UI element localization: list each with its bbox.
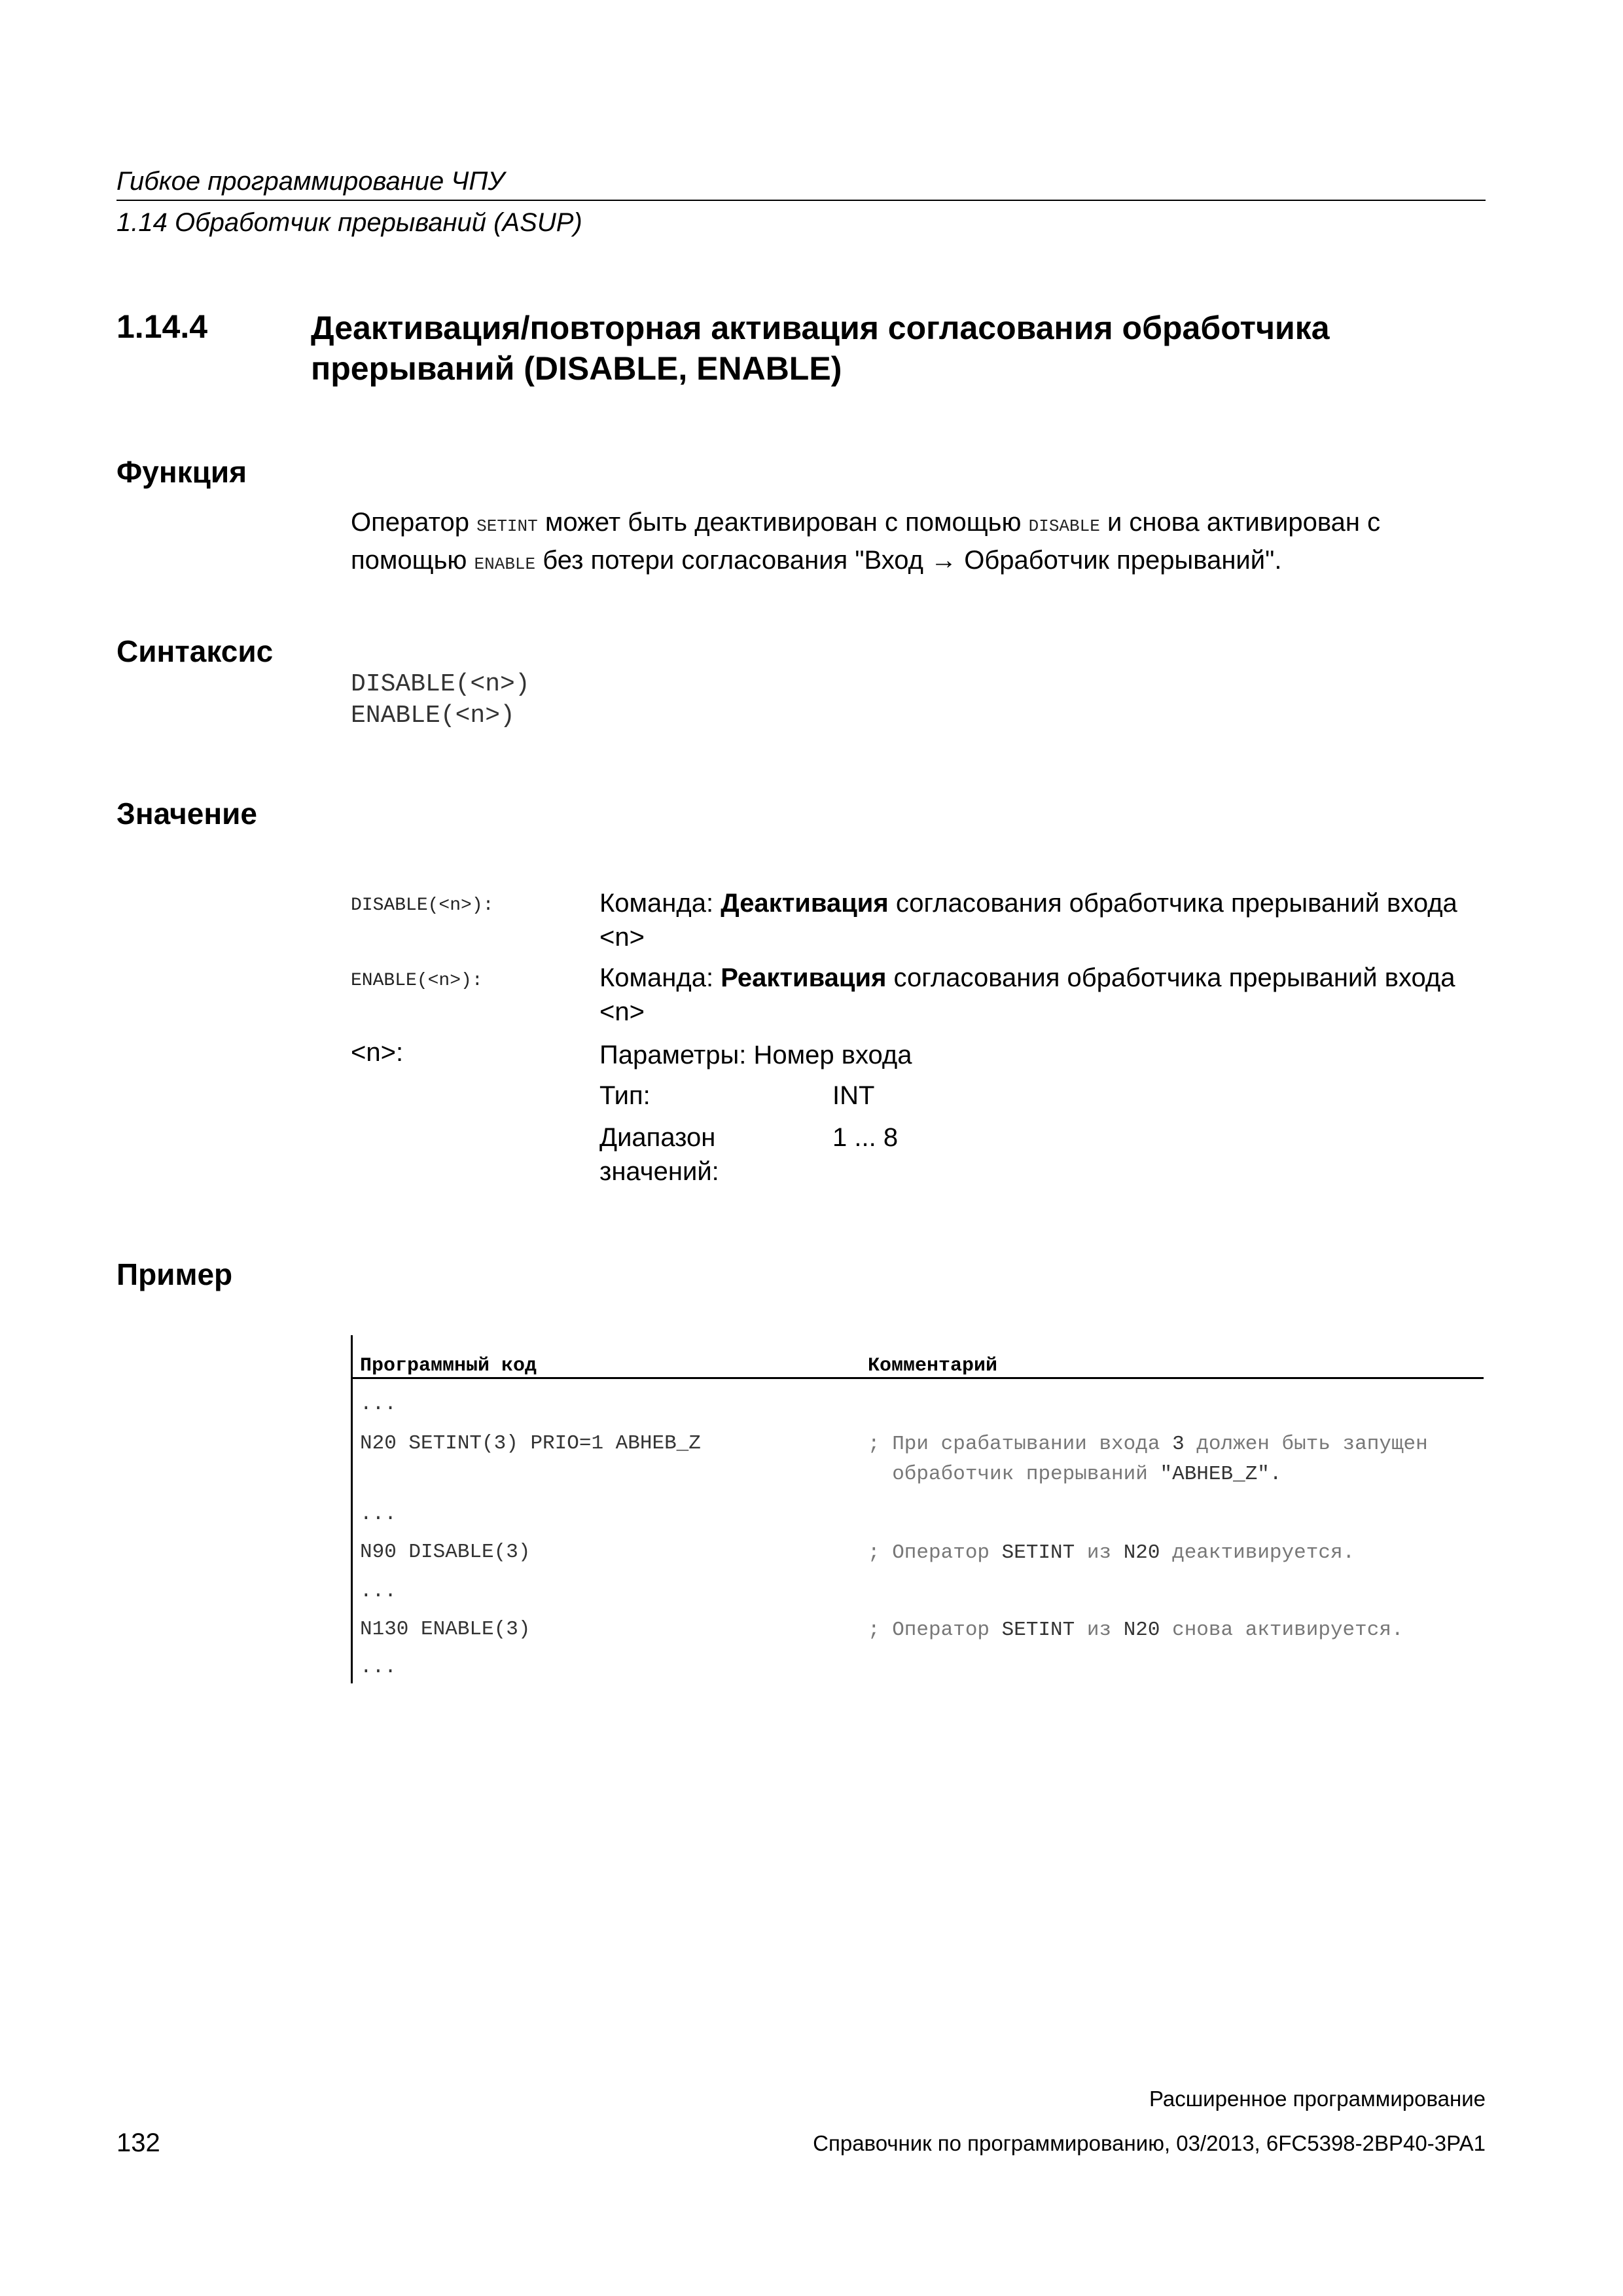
function-text-1: Оператор xyxy=(351,508,477,537)
column-header-code: Программный код xyxy=(360,1355,537,1377)
function-heading: Функция xyxy=(116,455,247,489)
type-value: INT xyxy=(832,1081,875,1110)
comment-row-4 xyxy=(868,1538,1355,1568)
comment-row-4-block: N20 xyxy=(1123,1541,1160,1564)
desc-enable xyxy=(599,961,1489,1029)
code-row-2: N20 SETINT(3) PRIO=1 ABHEB_Z xyxy=(360,1432,701,1455)
column-header-comment: Комментарий xyxy=(868,1355,998,1377)
syntax-heading: Синтаксис xyxy=(116,634,274,668)
desc-enable-prefix: Команда: xyxy=(599,963,721,992)
comment-row-4-part-a: ; Оператор xyxy=(868,1541,1002,1564)
code-disable: DISABLE xyxy=(1028,516,1100,536)
term-disable: DISABLE(<n>): xyxy=(351,895,494,916)
syntax-line-1: DISABLE(<n>) xyxy=(351,670,530,698)
function-text-3: и снова активирован с помощью xyxy=(351,508,1381,575)
code-row-5: ... xyxy=(360,1580,397,1603)
comment-row-2-part-d: обработчик прерываний xyxy=(868,1463,1160,1486)
comment-row-2 xyxy=(868,1429,1428,1490)
table-left-border xyxy=(351,1335,353,1683)
comment-row-6 xyxy=(868,1615,1404,1645)
comment-row-6-part-c: из xyxy=(1075,1619,1124,1641)
page-number: 132 xyxy=(116,2128,160,2157)
running-header-title: Гибкое программирование ЧПУ xyxy=(116,167,505,196)
syntax-line-2: ENABLE(<n>) xyxy=(351,702,515,730)
comment-row-2-part-c: должен быть запущен xyxy=(1184,1433,1428,1456)
term-enable: ENABLE(<n>): xyxy=(351,971,483,991)
code-row-3: ... xyxy=(360,1503,397,1526)
code-setint: SETINT xyxy=(476,516,538,536)
comment-row-4-part-e: деактивируется. xyxy=(1160,1541,1355,1564)
term-n: <n>: xyxy=(351,1038,404,1067)
desc-disable-rest: согласования обработчика прерываний входа <n> xyxy=(599,889,1457,952)
code-row-6: N130 ENABLE(3) xyxy=(360,1618,531,1641)
desc-enable-bold: Реактивация xyxy=(721,963,887,992)
example-heading: Пример xyxy=(116,1257,233,1291)
comment-row-2-number: 3 xyxy=(1172,1433,1185,1456)
desc-n: Параметры: Номер входа xyxy=(599,1041,912,1069)
comment-row-2-period: . xyxy=(1269,1463,1282,1486)
function-paragraph xyxy=(351,505,1496,581)
section-title: Деактивация/повторная активация согласования обработчика прерываний (DISABLE, ENABLE) xyxy=(311,310,1330,387)
comment-row-4-setint: SETINT xyxy=(1001,1541,1075,1564)
running-header-chapter: 1.14 Обработчик прерываний (ASUP) xyxy=(116,208,582,237)
desc-disable xyxy=(599,886,1489,954)
range-label: Диапазон значений: xyxy=(599,1123,719,1186)
comment-row-6-block: N20 xyxy=(1123,1619,1160,1641)
type-label: Тип: xyxy=(599,1081,651,1110)
comment-row-6-part-e: снова активируется. xyxy=(1160,1619,1404,1641)
comment-row-4-part-c: из xyxy=(1075,1541,1124,1564)
desc-disable-bold: Деактивация xyxy=(721,889,889,918)
code-row-7: ... xyxy=(360,1656,397,1679)
code-row-1: ... xyxy=(360,1393,397,1416)
section-number: 1.14.4 xyxy=(116,308,208,345)
desc-enable-rest: согласования обработчика прерываний входа <n> xyxy=(599,963,1455,1026)
comment-row-2-name: "ABHEB_Z" xyxy=(1160,1463,1270,1486)
function-text-4: без потери согласования "Вход → Обработчик прерываний". xyxy=(535,546,1282,575)
header-rule xyxy=(116,200,1486,201)
code-enable: ENABLE xyxy=(474,554,536,574)
comment-row-2-part-a: ; При срабатывании входа xyxy=(868,1433,1173,1456)
desc-disable-prefix: Команда: xyxy=(599,889,721,918)
function-text-2: может быть деактивирован с помощью xyxy=(537,508,1029,537)
footer-manual-info: Справочник по программированию, 03/2013, 6FC5398-2BP40-3PA1 xyxy=(813,2131,1486,2155)
table-header-rule xyxy=(353,1377,1484,1379)
code-row-4: N90 DISABLE(3) xyxy=(360,1541,531,1564)
range-value: 1 ... 8 xyxy=(832,1123,899,1152)
footer-book-title: Расширенное программирование xyxy=(1149,2087,1486,2111)
comment-row-6-part-a: ; Оператор xyxy=(868,1619,1002,1641)
comment-row-6-setint: SETINT xyxy=(1001,1619,1075,1641)
meaning-heading: Значение xyxy=(116,797,257,831)
